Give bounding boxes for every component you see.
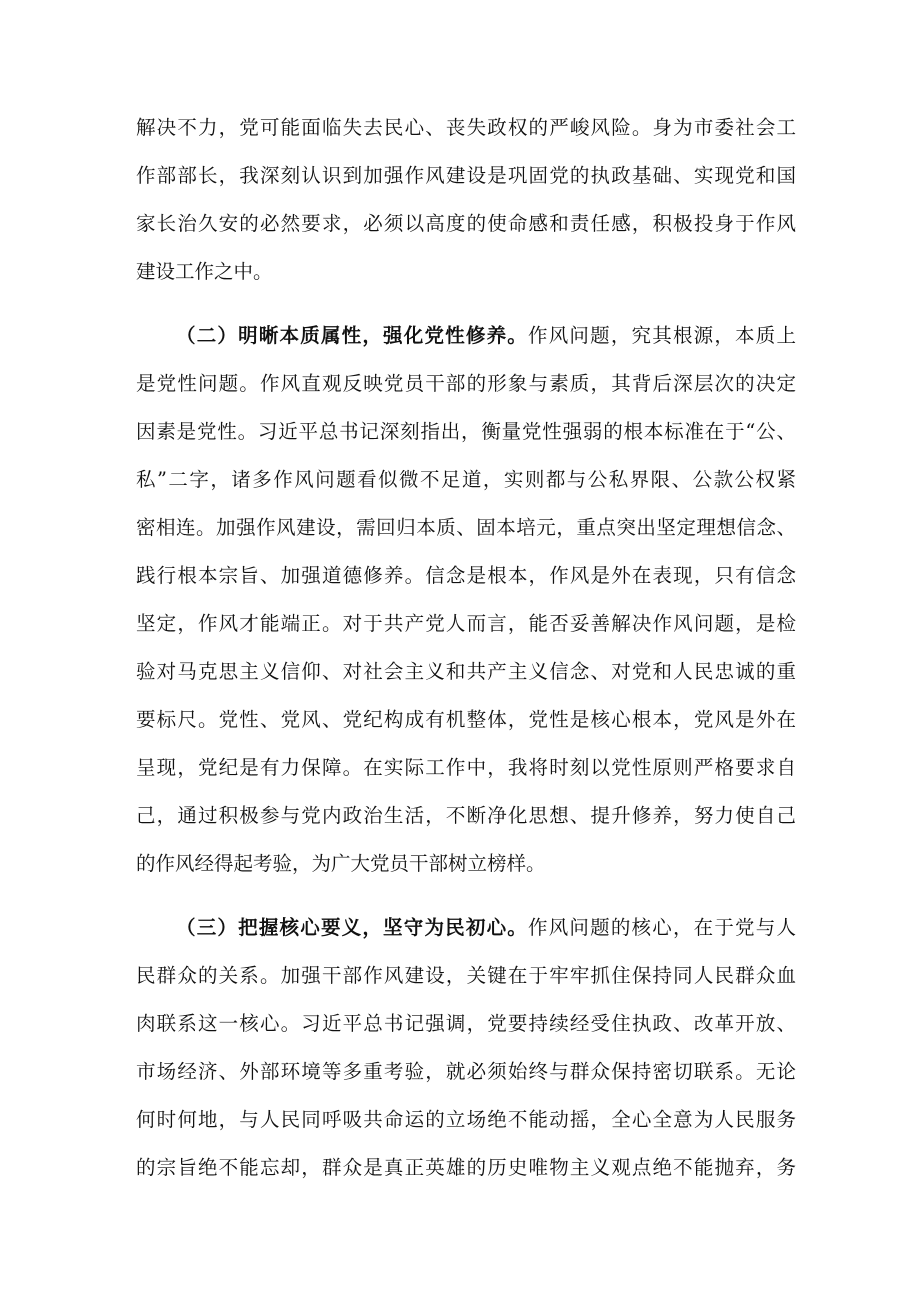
paragraph-line: 验对马克思主义信仰、对社会主义和共产主义信念、对党和人民忠诚的重 [136,660,796,683]
section-heading-line [176,904,796,952]
paragraph-line: 肉联系这一核心。习近平总书记强调，党要持续经受住执政、改革开放、 [136,1012,796,1035]
paragraph-line: 家长治久安的必然要求，必须以高度的使命感和责任感，积极投身于作风 [136,212,796,235]
paragraph-text: 作风问题，究其根源，本质上 [528,324,796,347]
paragraph-line: 密相连。加强作风建设，需回归本质、固本培元，重点突出坚定理想信念、 [136,516,796,539]
paragraph-line: 是党性问题。作风直观反映党员干部的形象与素质，其背后深层次的决定 [136,372,796,395]
paragraph-line: 坚定，作风才能端正。对于共产党人而言，能否妥善解决作风问题，是检 [136,612,796,635]
paragraph-line: 要标尺。党性、党风、党纪构成有机整体，党性是核心根本，党风是外在 [136,708,796,731]
paragraph-line: 践行根本宗旨、加强道德修养。信念是根本，作风是外在表现，只有信念 [136,564,796,587]
paragraph-line: 因素是党性。习近平总书记深刻指出，衡量党性强弱的根本标准在于“公、 [136,420,796,443]
paragraph-line: 的宗旨绝不能忘却，群众是真正英雄的历史唯物主义观点绝不能抛弃，务 [136,1156,796,1179]
paragraph-line: 解决不力，党可能面临失去民心、丧失政权的严峻风险。身为市委社会工 [136,116,796,139]
section-heading: （二）明晰本质属性，强化党性修养。 [176,324,528,347]
paragraph-line: 的作风经得起考验，为广大党员干部树立榜样。 [136,852,546,875]
section-heading-line [176,312,796,360]
paragraph-text: 作风问题的核心，在于党与人 [528,916,796,939]
paragraph-line: 建设工作之中。 [136,260,273,283]
paragraph-line: 己，通过积极参与党内政治生活，不断净化思想、提升修养，努力使自己 [136,804,796,827]
paragraph-line: 民群众的关系。加强干部作风建设，关键在于牢牢抓住保持同人民群众血 [136,964,796,987]
section-heading: （三）把握核心要义，坚守为民初心。 [176,916,528,939]
paragraph-line: 作部部长，我深刻认识到加强作风建设是巩固党的执政基础、实现党和国 [136,164,796,187]
paragraph-line: 呈现，党纪是有力保障。在实际工作中，我将时刻以党性原则严格要求自 [136,756,796,779]
paragraph-line: 私”二字，诸多作风问题看似微不足道，实则都与公私界限、公款公权紧 [136,468,796,491]
paragraph-line: 市场经济、外部环境等多重考验，就必须始终与群众保持密切联系。无论 [136,1060,796,1083]
paragraph-line: 何时何地，与人民同呼吸共命运的立场绝不能动摇，全心全意为人民服务 [136,1108,796,1131]
